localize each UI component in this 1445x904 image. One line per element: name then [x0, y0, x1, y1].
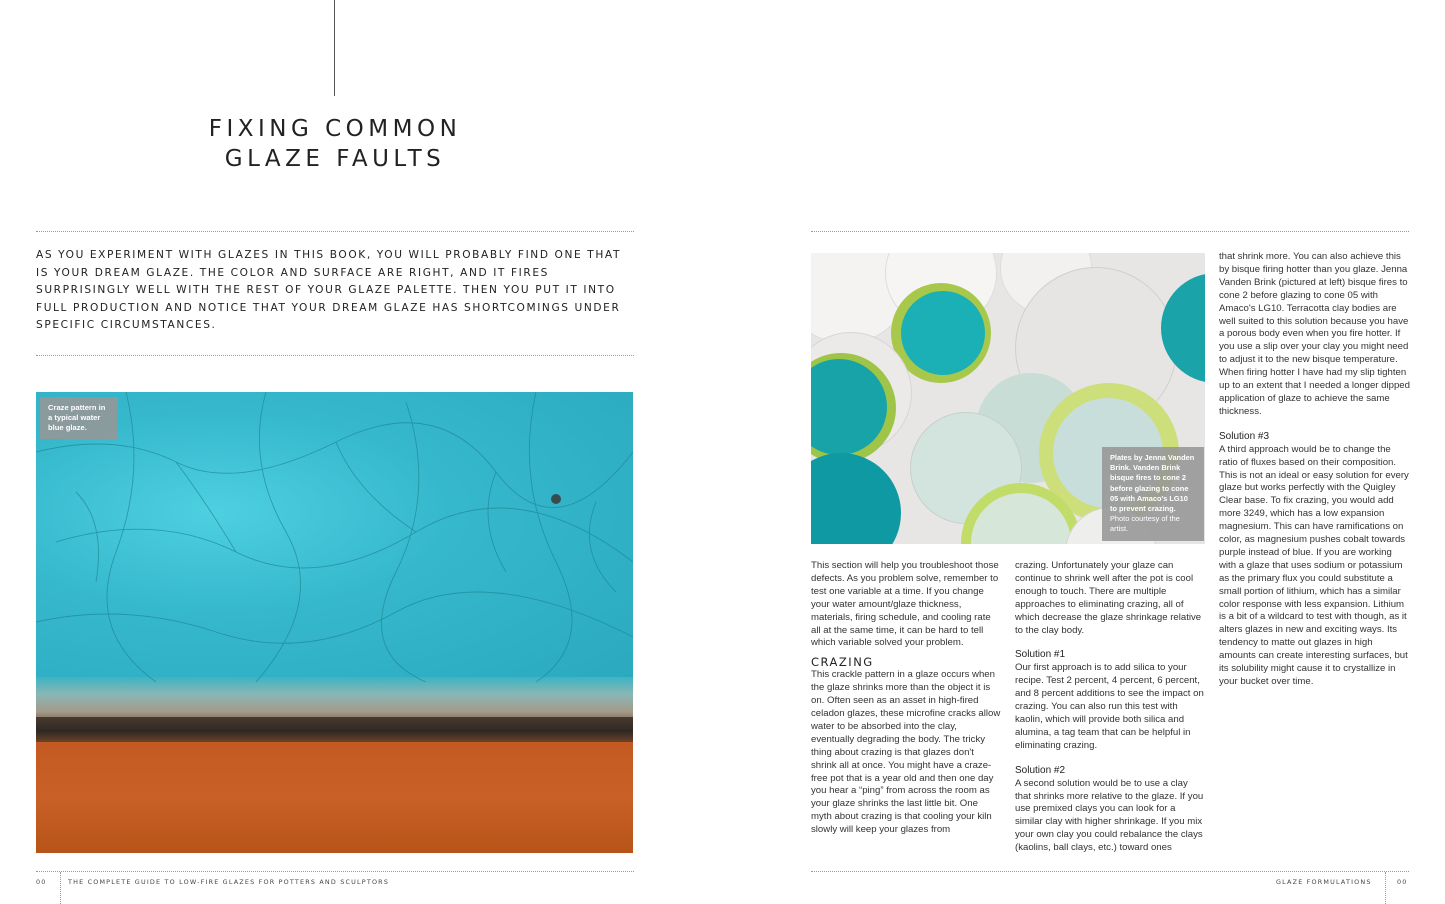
page-title-line-1: FIXING COMMON	[208, 116, 462, 142]
photo-caption	[40, 397, 118, 439]
right-column-3	[1219, 251, 1411, 689]
plates-caption-text: Plates by Jenna Vanden Brink. Vanden Brink bisque fires to cone 2 before glazing to cone 05 with Amaco's LG10 to prevent crazing.	[1110, 453, 1195, 514]
footer-divider-left	[60, 872, 61, 904]
footer-page-number-right: 00	[1397, 878, 1408, 886]
divider-top-right	[811, 231, 1409, 232]
divider-footer-right	[811, 871, 1409, 872]
footer-book-title: THE COMPLETE GUIDE TO LOW-FIRE GLAZES FOR POTTERS AND SCULPTORS	[68, 878, 390, 886]
col2-paragraph-3: A second solution would be to use a clay that shrinks more relative to the glaze. If you use premixed clays you can look for a similar clay with higher shrinkage. If you mix your own clay you could rebalance the clays (kaolins, ball clays, etc.) toward ones	[1015, 777, 1204, 854]
subheading-solution-2: Solution #2	[1015, 764, 1066, 776]
crack-lines	[36, 392, 633, 692]
footer-chapter-title: GLAZE FORMULATIONS	[1276, 878, 1372, 886]
terracotta-area	[36, 742, 633, 853]
dark-band	[36, 717, 633, 745]
plates-photo	[811, 253, 1205, 544]
decorative-vertical-rule	[334, 0, 335, 96]
col2-paragraph-2: Our first approach is to add silica to your recipe. Test 2 percent, 4 percent, 6 percent, and 8 percent additions to see the impact on crazing. You can also run this test with kaolin, which will provide both silica and alumina, a tag team that can be helpful in eliminating crazing.	[1015, 662, 1204, 751]
footer-page-number-left: 00	[36, 878, 47, 886]
col3-paragraph-1: that shrink more. You can also achieve this by bisque firing hotter than you glaze. Jenna Vanden Brink (pictured at left) bisque fires to cone 2 before glazing to cone 05 with Amaco's LG10. Terracotta clay bodies are well suited to this solution because you have a porous body even when you fire hotter. If you use a slip over your clay you might need to adjust it to the new bisque temperature. When firing hotter I have had my slip tighten up to an extent that I needed a longer dipped application of glaze to achieve the same thickness.	[1219, 251, 1410, 417]
page-title-line-2: GLAZE FAULTS	[224, 146, 446, 172]
divider-top	[36, 231, 634, 232]
divider-footer-left	[36, 871, 634, 872]
right-column-1	[811, 560, 1001, 837]
plates-photo-caption	[1102, 447, 1204, 541]
subheading-solution-3: Solution #3	[1219, 430, 1270, 442]
divider-intro	[36, 355, 634, 356]
col1-paragraph-2: This crackle pattern in a glaze occurs when the glaze shrinks more than the object it is on. Often seen as an asset in high-fired celadon glazes, these microfine cracks allow water to be absorbed into the clay, eventually degrading the body. The tricky thing about crazing is that glazes don't shrink all at once. You might have a craze-free pot that is a year old and then one day you hear a “ping” from across the room as your glaze shrinks the last little bit. One myth about crazing is that cooling your kiln slowly will keep your glazes from	[811, 669, 1001, 836]
right-column-2	[1015, 560, 1205, 855]
page-title	[150, 114, 520, 174]
subheading-solution-1: Solution #1	[1015, 649, 1066, 661]
col2-paragraph-1: crazing. Unfortunately your glaze can continue to shrink well after the pot is cool enough to touch. There are multiple approaches to eliminating crazing, all of which decrease the glaze shrinkage relative to the clay body.	[1015, 560, 1202, 636]
col1-paragraph-1: This section will help you troubleshoot those defects. As you problem solve, remember to test one variable at a time. If you change your water amount/glaze thickness, materials, firing schedule, and cooling rate all at the same time, it can be hard to tell which variable solved your problem.	[811, 560, 999, 649]
col3-paragraph-2: A third approach would be to change the ratio of fluxes based on their composition. This is not an ideal or easy solution for every glaze but works perfectly with the Quigley Clear base. To fix crazing, you would add more 3249, which has a low expansion magnesium. This can have ramifications on color, as magnesium pushes cobalt towards purple instead of blue. If you are working with a glaze that uses sodium or potassium as the primary flux you could substitute a small portion of lithium, which has a similar color response with less expansion. Lithium is a bit of a wildcard to test with though, as it alters glazes in new and exciting ways. Its tendency to matte out glazes in high amounts can create interesting surfaces, but its solubility might cause it to crystallize in your bucket over time.	[1219, 443, 1409, 687]
plates-caption-credit: Photo courtesy of the artist.	[1110, 514, 1180, 534]
craze-pattern-photo	[36, 392, 633, 853]
photo-caption-text: Craze pattern in a typical water blue glaze.	[48, 403, 106, 432]
section-heading-crazing: CRAZING	[811, 655, 874, 670]
intro-paragraph: AS YOU EXPERIMENT WITH GLAZES IN THIS BOOK, YOU WILL PROBABLY FIND ONE THAT IS YOUR DREAM GLAZE. THE COLOR AND SURFACE ARE RIGHT, AND IT FIRES SURPRISINGLY WELL WITH THE REST OF YOUR GLAZE PALETTE. THEN YOU PUT IT INTO FULL PRODUCTION AND NOTICE THAT YOUR DREAM GLAZE HAS SHORTCOMINGS UNDER SPECIFIC CIRCUMSTANCES.	[36, 249, 622, 332]
footer-divider-right	[1385, 872, 1386, 904]
